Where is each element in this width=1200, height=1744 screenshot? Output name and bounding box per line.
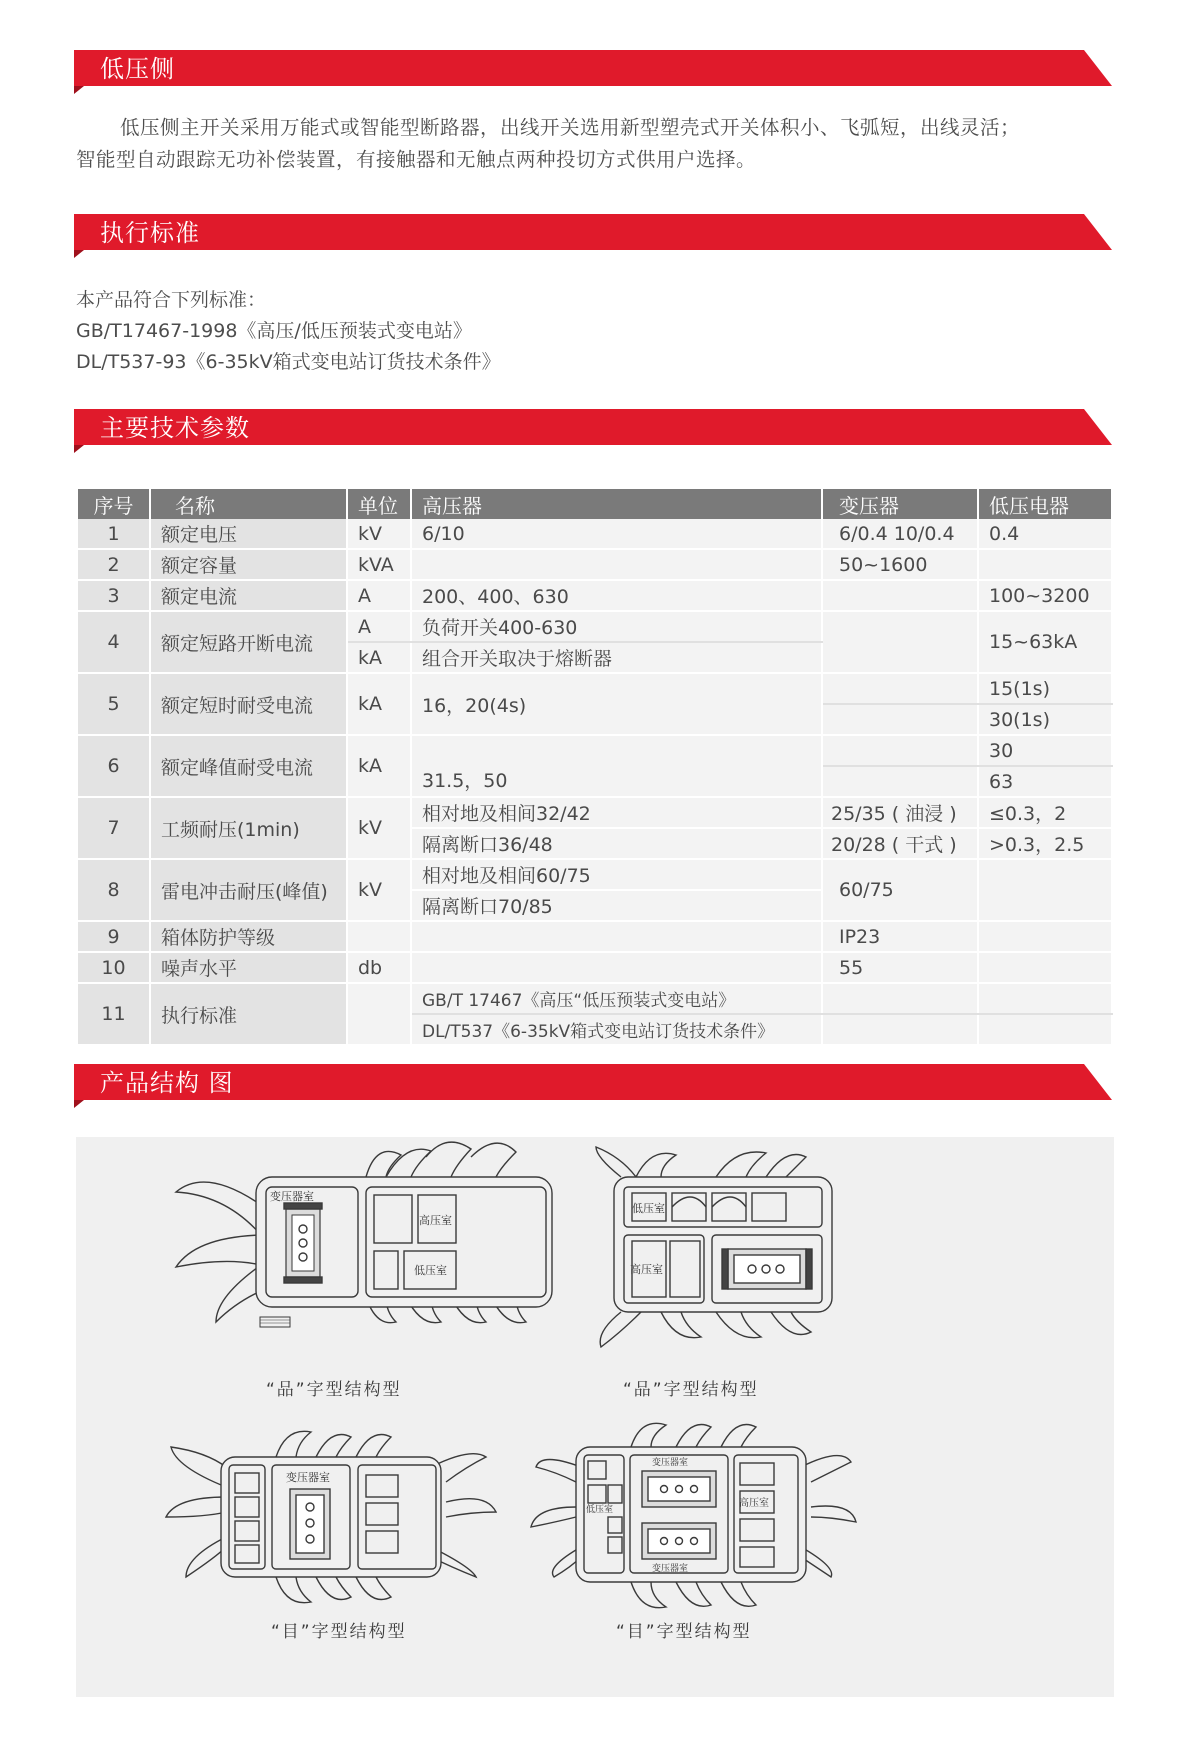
cell-hv: 200、400、630 <box>411 580 822 611</box>
cell-lv <box>978 921 1112 952</box>
cell-name: 工频耐压(1min) <box>150 797 347 859</box>
cell-transformer: 55 <box>822 952 978 983</box>
section-banner-low-voltage <box>74 50 1112 94</box>
label-hv-room: 高压室 <box>630 1263 663 1276</box>
section-title-params: 主要技术参数 <box>100 414 250 442</box>
cell-hv: 组合开关取决于熔断器 <box>411 642 822 673</box>
standards-intro: 本产品符合下列标准： <box>76 289 267 311</box>
cell-name: 额定电压 <box>150 519 347 549</box>
cell-hv: 隔离断口70/85 <box>411 890 822 921</box>
cell-name: 雷电冲击耐压(峰值) <box>150 859 347 921</box>
table-row <box>78 549 1112 580</box>
cell-unit: kA <box>347 735 411 797</box>
cell-no: 8 <box>78 859 150 921</box>
cell-hv: 隔离断口36/48 <box>411 828 822 859</box>
cell-no: 6 <box>78 735 150 797</box>
cell-name: 额定电流 <box>150 580 347 611</box>
cell-no: 4 <box>78 611 150 673</box>
cell-name: 额定容量 <box>150 549 347 580</box>
standard-dl: DL/T537-93《6-35kV箱式变电站订货技术条件》 <box>76 351 501 373</box>
label-lv-room: 低压室 <box>632 1202 665 1215</box>
cell-transformer: 50~1600 <box>822 549 978 580</box>
cell-unit <box>347 921 411 952</box>
cell-hv: 6/10 <box>411 519 822 549</box>
table-row <box>78 983 1112 1014</box>
cell-transformer: 60/75 <box>822 859 978 921</box>
cell-hv: 相对地及相间60/75 <box>411 859 822 890</box>
low-voltage-description <box>76 112 1116 176</box>
cell-unit: kV <box>347 859 411 921</box>
label-transformer-bottom: 变压器室 <box>652 1564 689 1574</box>
section-banner-structure <box>74 1064 1112 1108</box>
table-row <box>78 921 1112 952</box>
label-lv-room: 低压室 <box>586 1505 614 1515</box>
cell-transformer <box>822 983 978 1014</box>
cell-hv: 负荷开关400-630 <box>411 611 822 642</box>
header-lv: 低压电器 <box>978 489 1112 519</box>
cell-lv <box>978 859 1112 921</box>
cell-no: 10 <box>78 952 150 983</box>
cell-transformer <box>822 704 978 735</box>
diagram-mu-type-1 <box>166 1431 496 1602</box>
header-hv: 高压器 <box>411 489 822 519</box>
cell-lv <box>978 983 1112 1014</box>
cell-name: 额定短时耐受电流 <box>150 673 347 735</box>
structure-diagram-panel <box>76 1137 1114 1697</box>
table-row <box>78 580 1112 611</box>
cell-hv: 16，20(4s) <box>411 673 822 735</box>
cell-name: 执行标准 <box>150 983 347 1045</box>
cell-unit: kA <box>347 642 411 673</box>
cell-transformer <box>822 735 978 766</box>
diagram-pin-type-1 <box>176 1142 552 1327</box>
cell-hv: 31.5，50 <box>411 735 822 797</box>
cell-lv: >0.3，2.5 <box>978 828 1112 859</box>
cell-transformer <box>822 580 978 611</box>
cell-unit <box>347 983 411 1045</box>
cell-transformer <box>822 673 978 704</box>
cell-lv: 30 <box>978 735 1112 766</box>
diagram-pin-type-2 <box>596 1147 832 1347</box>
table-row <box>78 797 1112 828</box>
cell-transformer: 20/28 ( 干式 ) <box>822 828 978 859</box>
cell-unit: kV <box>347 797 411 859</box>
cell-transformer <box>822 611 978 673</box>
cell-name: 箱体防护等级 <box>150 921 347 952</box>
cell-lv <box>978 549 1112 580</box>
header-name: 名称 <box>150 489 347 519</box>
cell-no: 5 <box>78 673 150 735</box>
label-hv-room: 高压室 <box>419 1214 452 1227</box>
section-title-low-voltage: 低压侧 <box>100 55 175 83</box>
cell-lv: 0.4 <box>978 519 1112 549</box>
low-voltage-line-2: 智能型自动跟踪无功补偿装置，有接触器和无触点两种投切方式供用户选择。 <box>76 148 757 171</box>
cell-hv: DL/T537《6-35kV箱式变电站订货技术条件》 <box>411 1014 822 1045</box>
cell-lv: 15(1s) <box>978 673 1112 704</box>
label-transformer-room: 变压器室 <box>286 1471 330 1484</box>
standards-list <box>76 285 501 378</box>
label-hv-room: 高压室 <box>739 1498 769 1509</box>
cell-lv <box>978 952 1112 983</box>
table-row <box>78 735 1112 766</box>
header-no: 序号 <box>78 489 150 519</box>
table-row <box>78 859 1112 890</box>
cell-no: 11 <box>78 983 150 1045</box>
label-transformer-top: 变压器室 <box>652 1458 689 1468</box>
cell-lv: 63 <box>978 766 1112 797</box>
cell-hv <box>411 921 822 952</box>
label-transformer-room: 变压器室 <box>270 1190 314 1203</box>
table-row <box>78 611 1112 642</box>
cell-name: 噪声水平 <box>150 952 347 983</box>
standard-gb: GB/T17467-1998《高压/低压预装式变电站》 <box>76 320 472 342</box>
cell-lv <box>978 1014 1112 1045</box>
caption-diagram-2: “品”字型结构型 <box>623 1380 759 1400</box>
cell-unit: kV <box>347 519 411 549</box>
caption-diagram-4: “目”字型结构型 <box>616 1622 752 1642</box>
section-banner-standards <box>74 214 1112 258</box>
low-voltage-line-1: 低压侧主开关采用万能式或智能型断路器，出线开关选用新型塑壳式开关体积小、飞弧短，出线灵活； <box>120 116 1021 139</box>
cell-no: 3 <box>78 580 150 611</box>
header-unit: 单位 <box>347 489 411 519</box>
table-header-row <box>78 489 1112 519</box>
cell-no: 9 <box>78 921 150 952</box>
cell-unit: kA <box>347 673 411 735</box>
cell-name: 额定峰值耐受电流 <box>150 735 347 797</box>
cell-transformer: 25/35 ( 油浸 ) <box>822 797 978 828</box>
table-row <box>78 673 1112 704</box>
section-banner-params <box>74 409 1112 453</box>
section-title-standards: 执行标准 <box>100 219 200 247</box>
cell-unit: A <box>347 580 411 611</box>
label-lv-room: 低压室 <box>414 1264 447 1277</box>
cell-lv: 15~63kA <box>978 611 1112 673</box>
diagram-mu-type-2 <box>531 1423 856 1607</box>
cell-hv <box>411 549 822 580</box>
cell-no: 7 <box>78 797 150 859</box>
cell-no: 2 <box>78 549 150 580</box>
cell-name: 额定短路开断电流 <box>150 611 347 673</box>
cell-unit: db <box>347 952 411 983</box>
cell-hv <box>411 952 822 983</box>
table-row <box>78 952 1112 983</box>
params-table <box>78 489 1113 1046</box>
section-title-structure: 产品结构 图 <box>100 1069 234 1097</box>
caption-diagram-3: “目”字型结构型 <box>271 1622 407 1642</box>
table-row <box>78 519 1112 549</box>
cell-unit: A <box>347 611 411 642</box>
cell-lv: 30(1s) <box>978 704 1112 735</box>
cell-transformer: IP23 <box>822 921 978 952</box>
cell-unit: kVA <box>347 549 411 580</box>
cell-transformer <box>822 1014 978 1045</box>
cell-hv: 相对地及相间32/42 <box>411 797 822 828</box>
cell-lv: ≤0.3，2 <box>978 797 1112 828</box>
cell-transformer: 6/0.4 10/0.4 <box>822 519 978 549</box>
cell-transformer <box>822 766 978 797</box>
header-transformer: 变压器 <box>822 489 978 519</box>
cell-lv: 100~3200 <box>978 580 1112 611</box>
cell-no: 1 <box>78 519 150 549</box>
cell-hv: GB/T 17467《高压“低压预装式变电站》 <box>411 983 822 1014</box>
caption-diagram-1: “品”字型结构型 <box>266 1380 402 1400</box>
